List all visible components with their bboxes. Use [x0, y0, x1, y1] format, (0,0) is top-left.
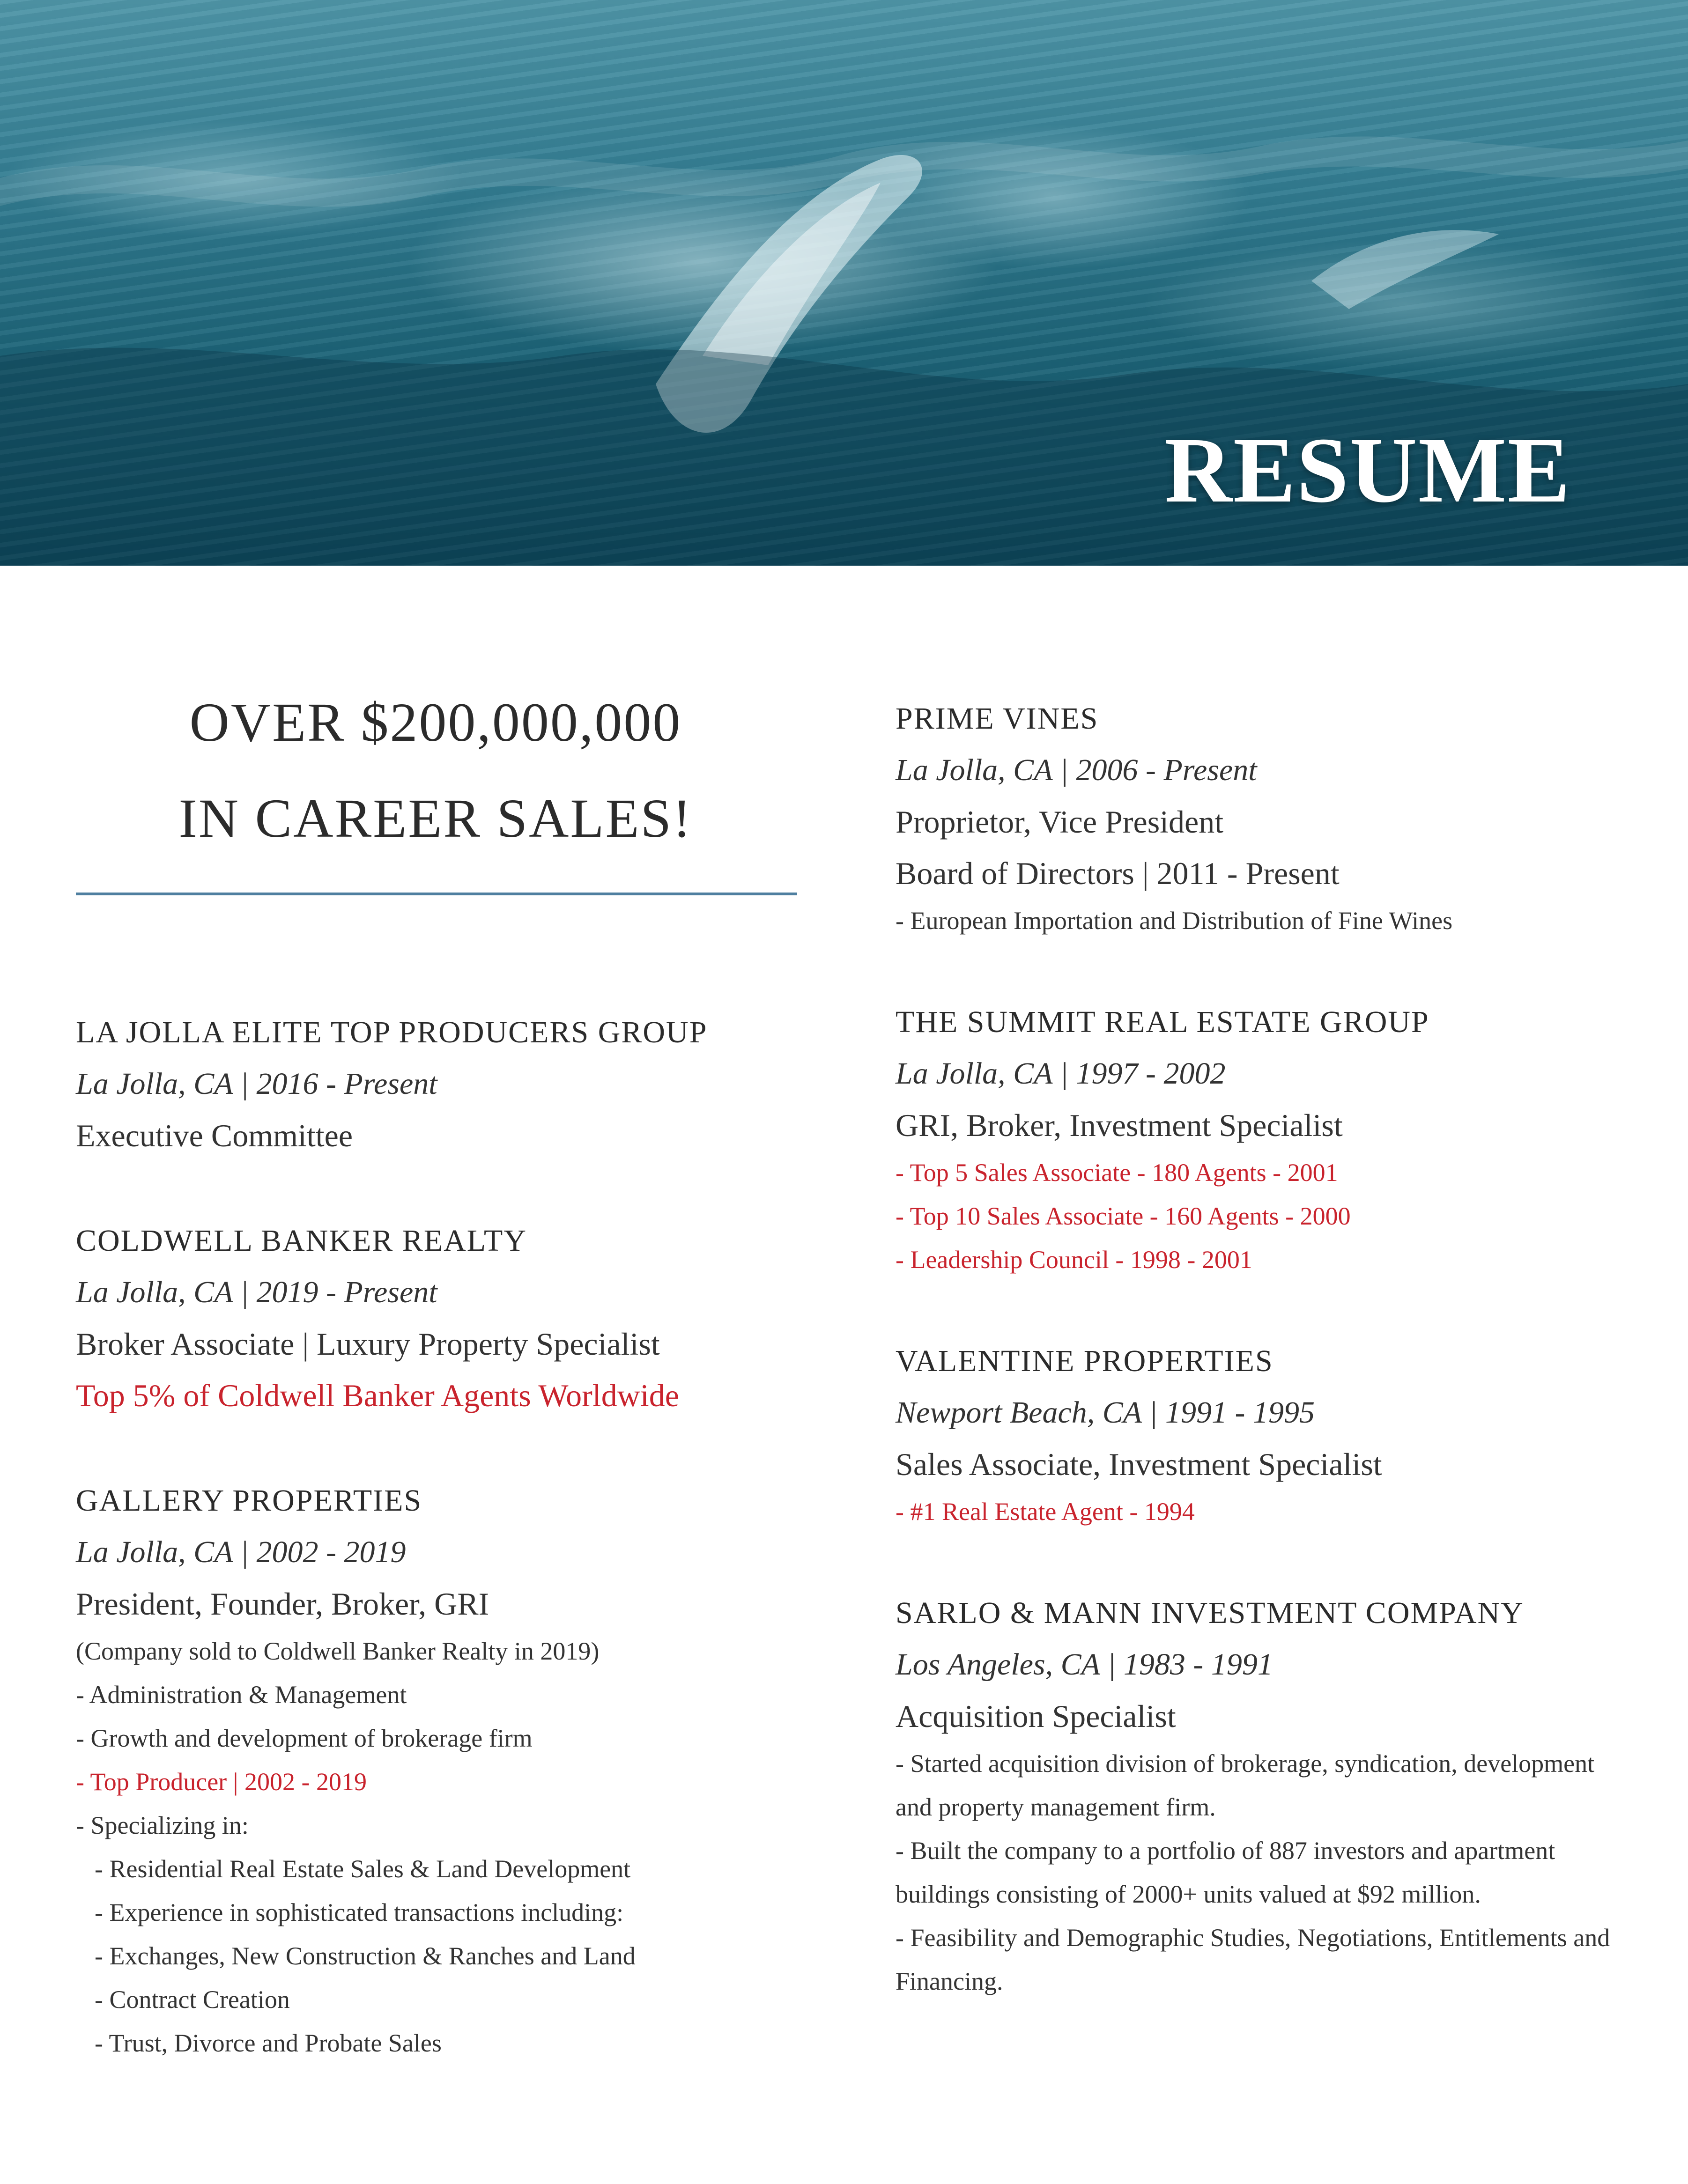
board-role: Board of Directors | 2011 - Present: [896, 856, 1340, 891]
sub-bullet-item: - Contract Creation: [95, 1985, 290, 2014]
right-column: [896, 693, 1626, 2057]
headline-line-1: OVER $200,000,000: [189, 692, 682, 753]
bullet-item-highlight: - Top 10 Sales Associate - 160 Agents - 2000: [896, 1202, 1351, 1230]
left-column: [76, 1007, 807, 2119]
job-title: Sales Associate, Investment Specialist: [896, 1446, 1382, 1482]
headline-divider: [76, 893, 797, 895]
job-title: Executive Committee: [76, 1118, 353, 1153]
bullet-item-highlight: - #1 Real Estate Agent - 1994: [896, 1498, 1195, 1526]
bullet-item: - Feasibility and Demographic Studies, Negotiations, Entitlements and Financing.: [896, 1924, 1610, 1995]
resume-title: RESUME: [1164, 419, 1571, 522]
company-name: LA JOLLA ELITE TOP PRODUCERS GROUP: [76, 1015, 708, 1049]
job-valentine-properties: [896, 1335, 1626, 1534]
job-la-jolla-elite: [76, 1007, 807, 1161]
bullet-item-highlight: - Top 5 Sales Associate - 180 Agents - 2001: [896, 1158, 1338, 1187]
job-title: Proprietor, Vice President: [896, 804, 1224, 840]
job-summit-real-estate: [896, 996, 1626, 1282]
job-gallery-properties: [76, 1475, 807, 2065]
company-name: VALENTINE PROPERTIES: [896, 1344, 1273, 1378]
bullet-item: - Growth and development of brokerage firm: [76, 1724, 533, 1752]
location-dates: La Jolla, CA | 2006 - Present: [896, 753, 1257, 787]
sub-bullet-item: - Experience in sophisticated transactions including:: [95, 1898, 624, 1926]
company-note: (Company sold to Coldwell Banker Realty in 2019): [76, 1637, 600, 1665]
job-title: Broker Associate | Luxury Property Specialist: [76, 1326, 660, 1362]
headline-line-2: IN CAREER SALES!: [178, 788, 693, 849]
bullet-item: - European Importation and Distribution of Fine Wines: [896, 907, 1453, 935]
location-dates: Los Angeles, CA | 1983 - 1991: [896, 1647, 1273, 1682]
sub-bullet-item: - Exchanges, New Construction & Ranches and Land: [95, 1942, 636, 1970]
location-dates: La Jolla, CA | 2002 - 2019: [76, 1535, 406, 1569]
bullet-item: - Administration & Management: [76, 1681, 407, 1709]
location-dates: La Jolla, CA | 2016 - Present: [76, 1067, 437, 1101]
location-dates: La Jolla, CA | 1997 - 2002: [896, 1056, 1226, 1091]
bullet-item: - Specializing in:: [76, 1811, 249, 1839]
job-coldwell-banker: [76, 1215, 807, 1421]
career-sales-headline: [75, 674, 796, 866]
job-prime-vines: [896, 693, 1626, 943]
company-name: SARLO & MANN INVESTMENT COMPANY: [896, 1596, 1524, 1630]
hero-ocean-image: [0, 0, 1688, 566]
company-name: PRIME VINES: [896, 701, 1099, 736]
sub-bullet-item: - Trust, Divorce and Probate Sales: [95, 2029, 442, 2057]
achievement-highlight: Top 5% of Coldwell Banker Agents Worldwide: [76, 1378, 679, 1413]
bullet-item-highlight: - Leadership Council - 1998 - 2001: [896, 1246, 1252, 1274]
sub-bullet-item: - Residential Real Estate Sales & Land Development: [95, 1855, 631, 1883]
company-name: THE SUMMIT REAL ESTATE GROUP: [896, 1005, 1429, 1039]
job-title: Acquisition Specialist: [896, 1698, 1176, 1734]
company-name: COLDWELL BANKER REALTY: [76, 1224, 527, 1258]
bullet-item: - Built the company to a portfolio of 887 investors and apartment buildings consisting of 2000+ units valued at $92 million.: [896, 1837, 1555, 1908]
bullet-item-highlight: - Top Producer | 2002 - 2019: [76, 1768, 367, 1796]
job-title: President, Founder, Broker, GRI: [76, 1586, 489, 1622]
job-title: GRI, Broker, Investment Specialist: [896, 1107, 1343, 1143]
bullet-item: - Started acquisition division of brokerage, syndication, development and property management firm.: [896, 1749, 1595, 1821]
company-name: GALLERY PROPERTIES: [76, 1483, 422, 1518]
location-dates: La Jolla, CA | 2019 - Present: [76, 1275, 437, 1309]
job-sarlo-mann: [896, 1587, 1626, 2003]
location-dates: Newport Beach, CA | 1991 - 1995: [896, 1395, 1315, 1430]
